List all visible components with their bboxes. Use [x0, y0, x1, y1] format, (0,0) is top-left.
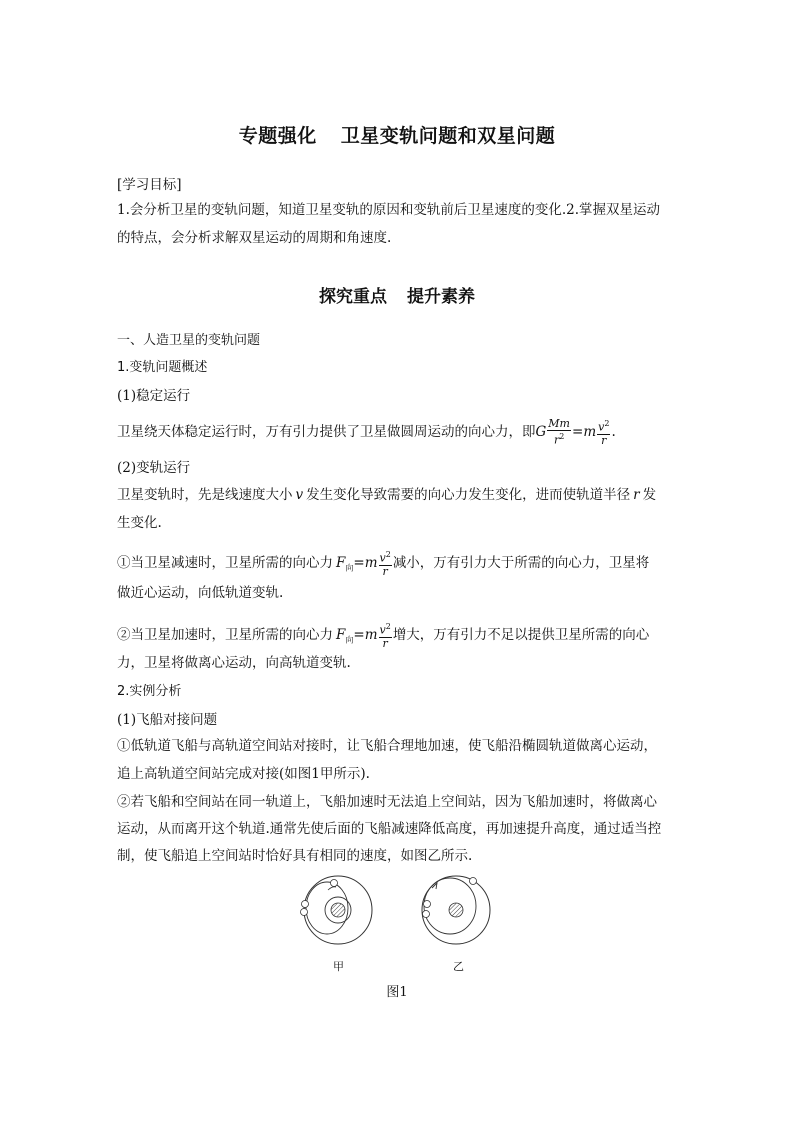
fraction-2-exponent: 2: [604, 419, 610, 428]
station-right: [470, 878, 477, 885]
symbol-v: v: [295, 487, 304, 503]
formula-end: .: [611, 423, 616, 440]
force-F: F: [336, 554, 346, 571]
ship-right-2: [423, 911, 430, 918]
ship-left-2: [301, 909, 308, 916]
orbit-diagram: [290, 874, 510, 954]
force-2-m: m: [364, 626, 378, 643]
formula-fraction-2: [597, 418, 610, 447]
ship-left-1: [302, 901, 309, 908]
item-2: (2)变轨运行: [117, 460, 191, 476]
part1-heading: 一、人造卫星的变轨问题: [117, 333, 261, 348]
case-1-line-1: [117, 549, 649, 578]
para-2-line-2: 生变化.: [117, 515, 162, 531]
title-part-1: 专题强化: [238, 125, 317, 147]
fraction-2-denominator: r: [601, 433, 607, 447]
force-2-numerator-v: v: [379, 623, 386, 637]
force-2-fraction-numerator: [379, 621, 392, 638]
fraction-1-exponent: 2: [559, 432, 565, 441]
force-fraction: [379, 549, 392, 578]
objectives-label: [学习目标]: [117, 177, 182, 193]
diagram-left: [301, 876, 373, 944]
case-1-b: 减小，万有引力大于所需的向心力，卫星将: [392, 554, 650, 571]
force-m: m: [364, 554, 378, 571]
objectives-line-2: 的特点，会分析求解双星运动的周期和角速度.: [117, 230, 392, 246]
force-2-fraction: [379, 621, 392, 650]
document-title: [0, 121, 794, 148]
station-left: [331, 880, 338, 887]
formula-equals: =: [572, 423, 584, 440]
para-2-line-1-c: 发: [642, 487, 657, 503]
diagram-right: [422, 876, 490, 944]
formula-m: m: [583, 423, 597, 440]
para-2-line-1-b: 发生变化导致需要的向心力发生变化，进而使轨道半径: [306, 487, 631, 503]
fraction-1-numerator: Mm: [548, 417, 570, 430]
fraction-1-denominator-r: r: [553, 433, 560, 447]
section-title: [0, 282, 794, 307]
force-exponent: 2: [385, 550, 391, 559]
force-2-fraction-denominator: r: [382, 636, 388, 650]
formula-G: G: [535, 423, 547, 440]
para-3-line-1: ①低轨道飞船与高轨道空间站对接时，让飞船合理地加速，使飞船沿椭圆轨道做离心运动，: [117, 738, 657, 754]
case-1-line-2: 做近心运动，向低轨道变轨.: [117, 585, 284, 601]
symbol-r: r: [633, 487, 640, 503]
para-2-line-1: [117, 486, 656, 504]
case-2-line-2: 力，卫星将做离心运动，向高轨道变轨.: [117, 655, 351, 671]
item-3: (1)飞船对接问题: [117, 712, 218, 728]
para-4-line-2: 运动，从而离开这个轨道.通常先使后面的飞船减速降低高度，再加速提升高度，通过适当控: [117, 821, 662, 837]
planet-left: [331, 903, 345, 917]
arrow-left: [328, 887, 336, 890]
sub-heading-2: 2.实例分析: [117, 684, 182, 699]
force-2-equals: =: [353, 626, 365, 643]
title-part-2: 卫星变轨问题和双星问题: [340, 125, 556, 147]
case-2-line-1: [117, 621, 649, 650]
force-equals: =: [353, 554, 365, 571]
ship-right-1: [424, 901, 431, 908]
case-2-a: ②当卫星加速时，卫星所需的向心力: [117, 626, 333, 643]
force-subscript: 向: [345, 563, 354, 573]
fraction-2-numerator: [597, 418, 610, 435]
para-1: [117, 418, 616, 447]
force-2-exponent: 2: [385, 622, 391, 631]
objectives-line-1: 1.会分析卫星的变轨问题，知道卫星变轨的原因和变轨前后卫星速度的变化.2.掌握双星运动: [117, 202, 661, 218]
item-1: (1)稳定运行: [117, 388, 191, 404]
figure-caption: 图1: [386, 985, 408, 1000]
case-1-a: ①当卫星减速时，卫星所需的向心力: [117, 554, 333, 571]
force-fraction-numerator: [379, 549, 392, 566]
fraction-1-denominator: [547, 431, 571, 447]
force-2-subscript: 向: [345, 635, 354, 645]
formula-fraction-1: [547, 418, 571, 447]
para-3-line-2: 追上高轨道空间站完成对接(如图1甲所示).: [117, 766, 370, 782]
force-fraction-denominator: r: [382, 564, 388, 578]
force-2-F: F: [336, 626, 346, 643]
para-1-text: 卫星绕天体稳定运行时，万有引力提供了卫星做圆周运动的向心力，即: [117, 423, 536, 440]
section-title-part-1: 探究重点: [319, 287, 387, 307]
case-2-b: 增大，万有引力不足以提供卫星所需的向心: [392, 626, 650, 643]
sub-heading-1: 1.变轨问题概述: [117, 360, 208, 375]
para-2-line-1-a: 卫星变轨时，先是线速度大小: [117, 487, 293, 503]
planet-right: [449, 903, 463, 917]
para-4-line-1: ②若飞船和空间站在同一轨道上，飞船加速时无法追上空间站，因为飞船加速时，将做离心: [117, 794, 657, 810]
fraction-2-numerator-v: v: [598, 420, 605, 434]
para-4-line-3: 制，使飞船追上空间站时恰好具有相同的速度，如图乙所示.: [117, 848, 473, 864]
section-title-part-2: 提升素养: [407, 287, 475, 307]
figure-label-left: 甲: [333, 960, 344, 973]
force-numerator-v: v: [379, 551, 386, 565]
figure-label-right: 乙: [453, 960, 464, 973]
